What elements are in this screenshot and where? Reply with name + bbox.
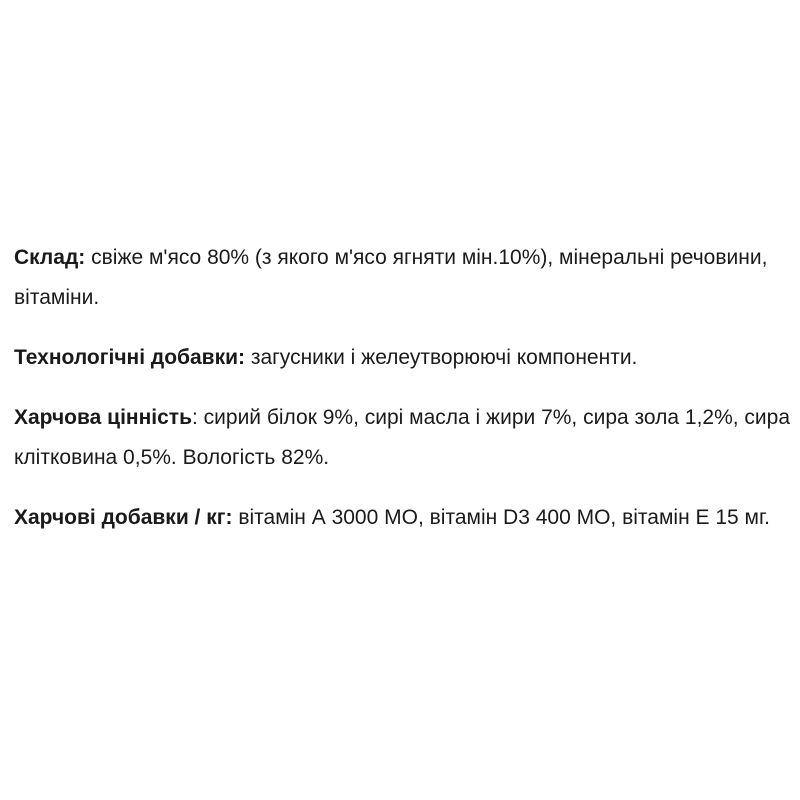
composition-text: свіже м'ясо 80% (з якого м'ясо ягняти мін.10%), мінеральні речовини, вітаміни. xyxy=(14,246,768,309)
tech-additives-paragraph xyxy=(14,338,794,378)
additives-per-kg-text: вітамін А 3000 МО, вітамін D3 400 МО, вітамін Е 15 мг. xyxy=(232,506,770,529)
additives-per-kg-paragraph xyxy=(14,498,794,538)
composition-paragraph xyxy=(14,238,794,318)
additives-per-kg-label: Харчові добавки / кг: xyxy=(14,506,233,529)
composition-label: Склад: xyxy=(14,246,86,269)
nutrition-paragraph xyxy=(14,398,794,478)
tech-additives-text: загусники і желеутворюючі компоненти. xyxy=(245,346,638,369)
nutrition-text: : сирий білок 9%, сирі масла і жири 7%, сира зола 1,2%, сира клітковина 0,5%. Вологість 82%. xyxy=(14,406,791,469)
nutrition-label: Харчова цінність xyxy=(14,406,192,429)
product-info-document xyxy=(14,238,794,538)
tech-additives-label: Технологічні добавки: xyxy=(14,346,245,369)
